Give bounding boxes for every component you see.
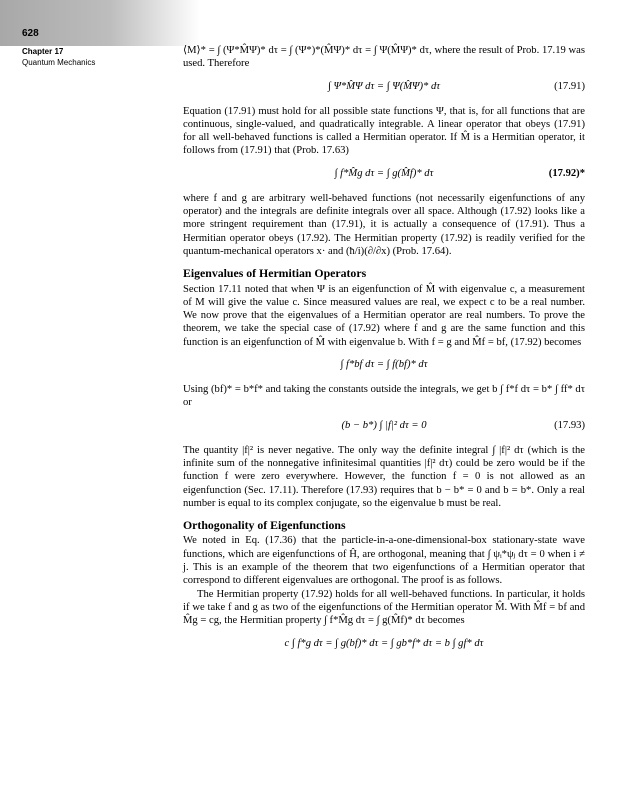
equation-17-93-number: (17.93) — [554, 419, 585, 431]
page-number: 628 — [22, 28, 39, 39]
paragraph-using: Using (bf)* = b*f* and taking the constants outside the integrals, we get b ∫ f*f dτ = b* ∫ ff* dτ or — [183, 384, 585, 409]
paragraph-property: The Hermitian property (17.92) holds for all well-behaved functions. In particular, it holds if we take f and g as two of the eigenfunctions of the Hermitian operator M̂. With M̂f = bf and M̂g = cg, the Hermitian property ∫ f*M̂g dτ = ∫ g(M̂f)* dτ becomes — [183, 588, 585, 627]
equation-final-expression: c ∫ f*g dτ = ∫ g(bf)* dτ = ∫ gb*f* dτ = b ∫ gf* dτ — [284, 637, 484, 649]
page-number-bar — [0, 0, 200, 46]
section-heading-eigenvalues: Eigenvalues of Hermitian Operators — [183, 266, 367, 281]
equation-fbf — [183, 349, 585, 383]
page-body — [183, 44, 585, 652]
equation-17-92 — [183, 158, 585, 192]
equation-17-91-expression: ∫ Ψ*M̂Ψ dτ = ∫ Ψ(M̂Ψ)* dτ — [327, 80, 441, 92]
equation-17-92-expression: ∫ f*M̂g dτ = ∫ g(M̂f)* dτ — [334, 167, 434, 179]
paragraph-intro: ⟨M⟩* = ∫ (Ψ*M̂Ψ)* dτ = ∫ (Ψ*)*(M̂Ψ)* dτ = ∫ Ψ(M̂Ψ)* dτ, where the result of Prob. 17.19 was used. Therefore — [183, 45, 585, 70]
paragraph-hermitian-definition: Equation (17.91) must hold for all possible state functions Ψ, that is, for all functions that are continuous, single-valued, and quadratically integrable. A linear operator that obeys (17.91) for all well-behaved functions is called a Hermitian operator. If M̂ is a Hermitian operator, it follows from (17.91) that (Prob. 17.63) — [183, 105, 585, 157]
paragraph-where: where f and g are arbitrary well-behaved functions (not necessarily eigenfunctions of any operator) and the integrals are definite integrals over all space. Although (17.92) looks like a more stringent requirement than (17.91), it is actually a consequence of (17.91). Thus a Hermitian operator obeys (17.92). The Hermitian property (17.92) is readily verified for the quantum-mechanical operators x· and (ħ/i)(∂/∂x) (Prob. 17.64). — [183, 192, 585, 257]
section-heading-orthogonality: Orthogonality of Eigenfunctions — [183, 518, 346, 533]
equation-fbf-expression: ∫ f*bf dτ = ∫ f(bf)* dτ — [340, 359, 428, 371]
equation-17-91 — [183, 71, 585, 105]
chapter-subject: Quantum Mechanics — [22, 58, 96, 67]
chapter-label: Chapter 17 — [22, 47, 64, 56]
paragraph-quantity: The quantity |f|² is never negative. The only way the definite integral ∫ |f|² dτ (which is the infinite sum of the nonnegative infinitesimal quantities |f|² dτ) could be zero would be if the function f were zero everywhere. However, the function f = 0 is not allowed as an eigenfunction (Sec. 17.11). Therefore (17.93) requires that b − b* = 0 and b = b*. Only a real number is equal to its complex conjugate, so the eigenvalue b must be real. — [183, 444, 585, 509]
equation-17-92-number: (17.92)* — [548, 167, 585, 179]
equation-17-91-number: (17.91) — [554, 80, 585, 92]
equation-17-93 — [183, 410, 585, 444]
paragraph-noted: We noted in Eq. (17.36) that the particle-in-a-one-dimensional-box stationary-state wave functions, which are eigenfunctions of Ĥ, are orthogonal, meaning that ∫ ψᵢ*ψⱼ dτ = 0 when i ≠ j. This is an example of the theorem that two eigenfunctions of a Hermitian operator that correspond to different eigenvalues are orthogonal. The proof is as follows. — [183, 535, 585, 587]
paragraph-eigenvalues: Section 17.11 noted that when Ψ is an eigenfunction of M̂ with eigenvalue c, a measurement of M will give the value c. Since measured values are real, we expect c to be a real number. We now prove that the eigenvalues of a Hermitian operator are real numbers. To prove the theorem, we take the special case of (17.92) where f and g are the same function and this function is an eigenfunction of M̂ with eigenvalue b. With f = g and M̂f = bf, (17.92) becomes — [183, 283, 585, 348]
equation-final — [183, 628, 585, 652]
equation-17-93-expression: (b − b*) ∫ |f|² dτ = 0 — [341, 419, 427, 431]
